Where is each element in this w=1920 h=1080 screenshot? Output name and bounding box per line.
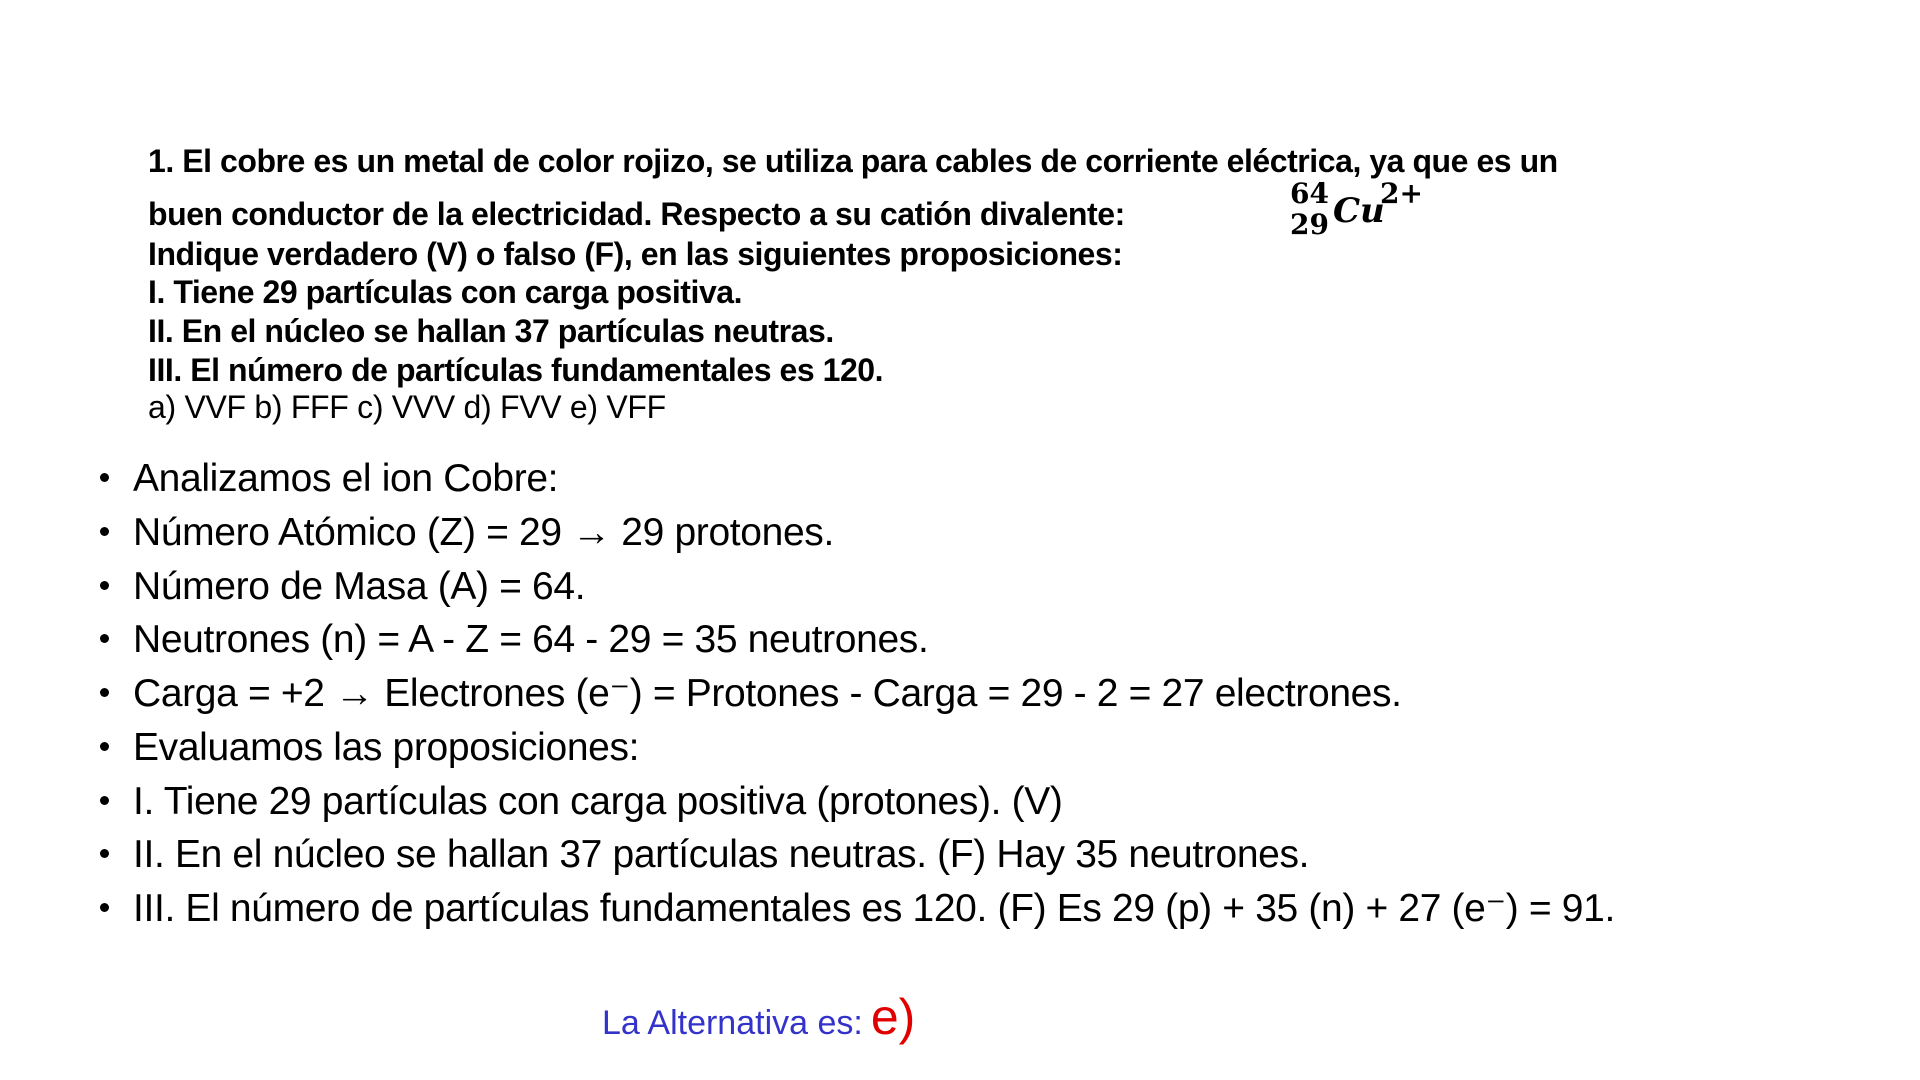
question-instruction: Indique verdadero (V) o falso (F), en las siguientes proposiciones:: [148, 236, 1123, 272]
list-item: [100, 459, 558, 498]
bullet-icon: [100, 581, 109, 590]
list-item: [100, 782, 1063, 821]
list-item: [100, 620, 928, 659]
question-line-2: buen conductor de la electricidad. Respecto a su catión divalente:: [148, 196, 1125, 232]
list-item-text: Neutrones (n) = A - Z = 64 - 29 = 35 neutrones.: [133, 618, 929, 661]
list-item: [100, 889, 1615, 928]
mass-number: 64: [1290, 177, 1329, 210]
final-answer: [602, 988, 915, 1046]
list-item-text: Número Atómico (Z) = 29 → 29 protones.: [133, 511, 834, 554]
proposition-1: I. Tiene 29 partículas con carga positiva.: [148, 274, 743, 310]
list-item-text: III. El número de partículas fundamentales es 120. (F) Es 29 (p) + 35 (n) + 27 (e⁻) = 91.: [133, 887, 1615, 930]
bullet-icon: [100, 742, 109, 751]
list-item: [100, 513, 834, 552]
list-item-text: I. Tiene 29 partículas con carga positiva (protones). (V): [133, 780, 1063, 823]
list-item-text: Carga = +2 → Electrones (e⁻) = Protones - Carga = 29 - 2 = 27 electrones.: [133, 672, 1402, 715]
copper-ion-formula: [1290, 177, 1430, 242]
bullet-icon: [100, 849, 109, 858]
proposition-2: II. En el núcleo se hallan 37 partículas neutras.: [148, 313, 834, 349]
list-item: [100, 567, 585, 606]
list-item-text: Evaluamos las proposiciones:: [133, 726, 640, 769]
list-item: [100, 674, 1402, 713]
bullet-icon: [100, 634, 109, 643]
bullet-icon: [100, 688, 109, 697]
answer-label: La Alternativa es:: [602, 1004, 863, 1042]
answer-value: e): [870, 989, 916, 1045]
bullet-icon: [100, 473, 109, 482]
ion-charge: 2+: [1380, 177, 1423, 210]
list-item: [100, 728, 639, 767]
list-item-text: Número de Masa (A) = 64.: [133, 565, 586, 608]
list-item-text: II. En el núcleo se hallan 37 partículas neutras. (F) Hay 35 neutrones.: [133, 833, 1310, 876]
bullet-icon: [100, 903, 109, 912]
bullet-icon: [100, 796, 109, 805]
proposition-3: III. El número de partículas fundamentales es 120.: [148, 352, 884, 388]
answer-options: a) VVF b) FFF c) VVV d) FVV e) VFF: [148, 389, 666, 425]
question-line-1: 1. El cobre es un metal de color rojizo, se utiliza para cables de corriente eléctrica, ya que es un: [148, 143, 1558, 179]
list-item: [100, 835, 1309, 874]
element-symbol: Cu: [1333, 191, 1385, 231]
bullet-icon: [100, 527, 109, 536]
atomic-number: 29: [1290, 208, 1329, 241]
list-item-text: Analizamos el ion Cobre:: [133, 457, 559, 500]
